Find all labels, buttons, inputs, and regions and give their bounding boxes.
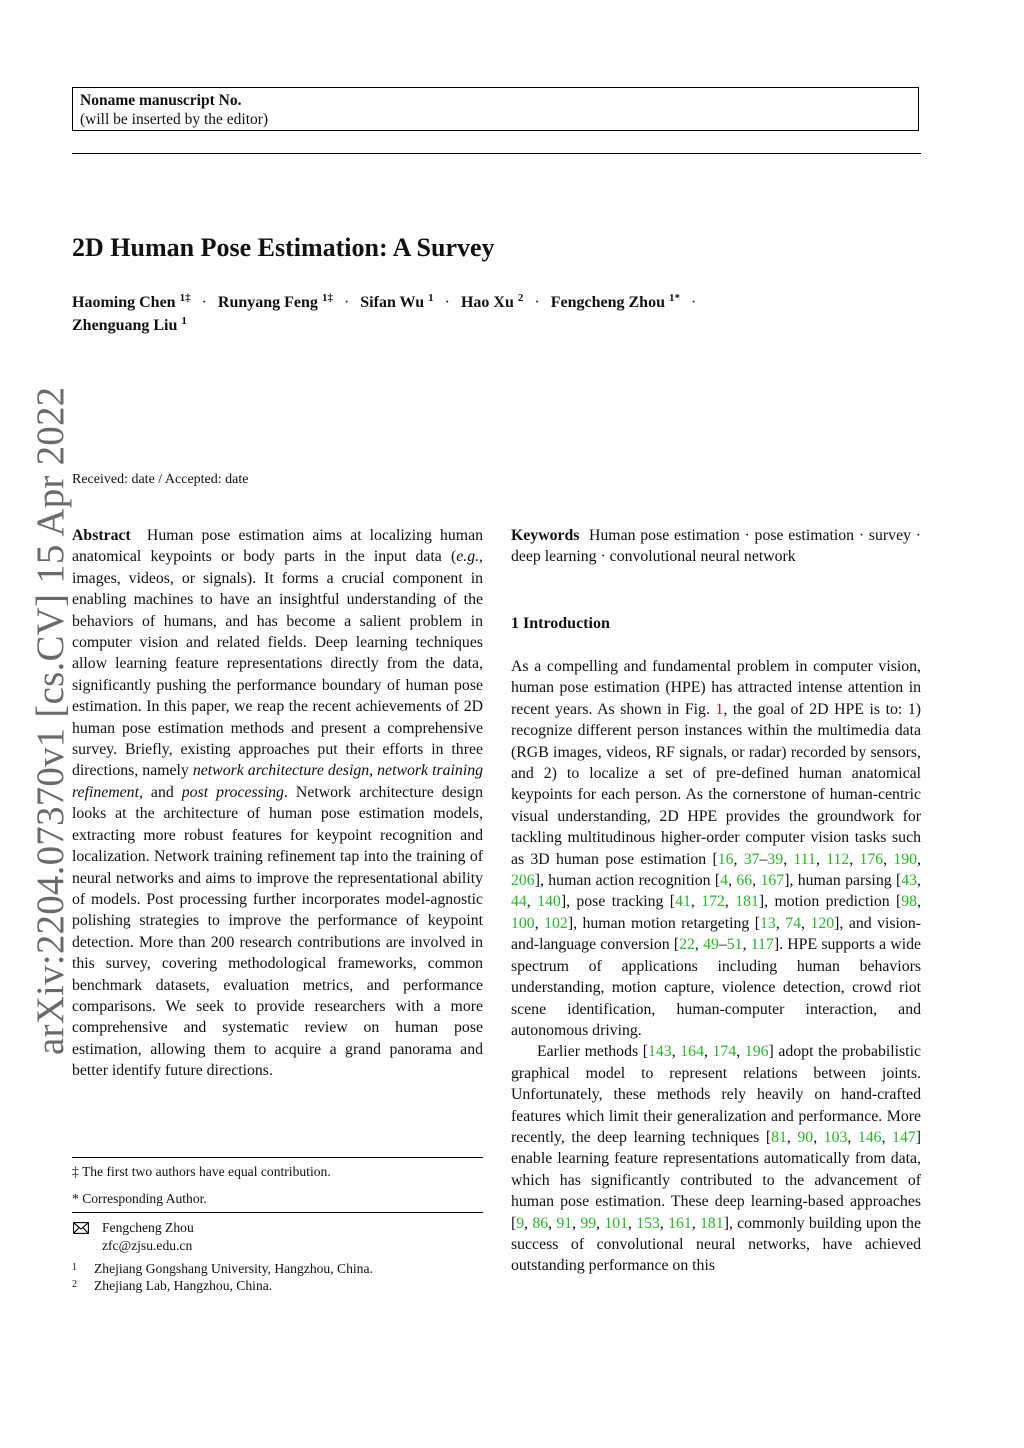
citation-link[interactable]: 39 bbox=[767, 850, 784, 868]
intro-text: ], human parsing [ bbox=[784, 872, 902, 890]
author-affiliation-mark: 1‡ bbox=[179, 292, 191, 304]
intro-text: ], motion prediction [ bbox=[758, 893, 902, 911]
citation-link[interactable]: 74 bbox=[785, 914, 802, 932]
contact-email[interactable]: zfc@zjsu.edu.cn bbox=[102, 1238, 193, 1253]
citation-link[interactable]: 164 bbox=[680, 1043, 704, 1061]
citation-link[interactable]: 4 bbox=[720, 872, 729, 890]
figure-reference-link[interactable]: 1 bbox=[715, 700, 724, 718]
abstract-emphasis: network training refinement bbox=[72, 762, 484, 801]
author-name: Zhenguang Liu bbox=[72, 317, 178, 334]
citation-link[interactable]: 102 bbox=[544, 914, 568, 932]
citation-link[interactable]: 41 bbox=[675, 893, 691, 911]
citation-link[interactable]: 111 bbox=[793, 850, 816, 868]
editor-note: (will be inserted by the editor) bbox=[80, 111, 269, 128]
author-name: Haoming Chen bbox=[72, 294, 176, 311]
title-rule bbox=[72, 153, 921, 154]
intro-text: ], commonly building upon the success of convolutional neural networks, have achieved outstanding performance on this bbox=[511, 1214, 921, 1275]
citation-link[interactable]: 98 bbox=[901, 893, 918, 911]
affiliation-text: Zhejiang Lab, Hangzhou, China. bbox=[94, 1278, 273, 1293]
citation-link[interactable]: 196 bbox=[744, 1043, 769, 1061]
author-separator: · bbox=[201, 294, 207, 311]
author-name: Runyang Feng bbox=[217, 294, 318, 311]
keywords-label: Keywords bbox=[511, 527, 580, 544]
author-name: Hao Xu bbox=[460, 294, 514, 311]
introduction-body bbox=[511, 656, 921, 1277]
citation-link[interactable]: 153 bbox=[636, 1214, 660, 1232]
citation-link[interactable]: 181 bbox=[699, 1214, 724, 1232]
author-affiliation-mark: 2 bbox=[517, 292, 524, 304]
intro-text: ], human motion retargeting [ bbox=[567, 914, 761, 932]
citation-link[interactable]: 99 bbox=[580, 1214, 597, 1232]
author-list bbox=[72, 291, 707, 337]
citation-link[interactable]: 143 bbox=[648, 1043, 672, 1061]
citation-link[interactable]: 161 bbox=[668, 1214, 692, 1232]
citation-link[interactable]: 101 bbox=[604, 1214, 629, 1232]
citation-link[interactable]: 174 bbox=[712, 1043, 737, 1061]
footnote-equal-contribution: ‡ The first two authors have equal contribution. bbox=[72, 1164, 331, 1179]
citation-link[interactable]: 172 bbox=[701, 893, 725, 911]
citation-link[interactable]: 49 bbox=[703, 936, 719, 954]
footnote-rule bbox=[72, 1157, 483, 1158]
intro-text: ] enable learning feature representations automatically from data, which has significantly contributed to the advancement of human pose estimation. These deep learning-based approaches [ bbox=[511, 1128, 922, 1232]
intro-text: ], and vision-and-language conversion [ bbox=[511, 914, 921, 954]
citation-link[interactable]: 51 bbox=[726, 936, 743, 954]
citation-link[interactable]: 176 bbox=[859, 850, 884, 868]
intro-text: ]. HPE supports a wide spectrum of applications including human behaviors understanding, motion capture, violence detection, crowd riot scene identification, human-computer interaction, and autonomous driving. bbox=[511, 936, 922, 1039]
manuscript-header-box bbox=[72, 87, 919, 131]
affiliation-text: Zhejiang Gongshang University, Hangzhou, China. bbox=[94, 1261, 373, 1276]
citation-link[interactable]: 91 bbox=[556, 1214, 573, 1232]
author-affiliation-mark: 1* bbox=[668, 292, 680, 304]
citation-link[interactable]: 22 bbox=[679, 936, 695, 954]
intro-text: ] adopt the probabilistic graphical model to represent relations between joints. Unfortunately, these methods rely heavily on hand-crafted features which limit their generalization and performance. More recently, the deep learning techniques [ bbox=[511, 1043, 921, 1146]
author-name: Fengcheng Zhou bbox=[550, 294, 665, 311]
author-affiliation-mark: 1 bbox=[181, 315, 187, 327]
citation-link[interactable]: 16 bbox=[717, 850, 734, 868]
citation-link[interactable]: 146 bbox=[857, 1128, 882, 1146]
citation-link[interactable]: 37 bbox=[743, 850, 760, 868]
citation-link[interactable]: 66 bbox=[736, 872, 753, 890]
section-heading-introduction: 1 Introduction bbox=[511, 615, 610, 632]
intro-text: Earlier methods [ bbox=[537, 1043, 648, 1061]
intro-paragraph-2: Earlier methods [143, 164, 174, 196] adopt the probabilistic graphical model to represent relations between joints. Unfortunately, these methods rely heavily on hand-crafted features which limit their generalization and performance. More recently, the deep learning techniques [81, 90, 103, 146, 147] enable learning feature representations automatically from data, which has significantly contributed to the advancement of human pose estimation. These deep learning-based approaches [9, 86, 91, 99, 101, 153, 161, 181], commonly building upon the success of convolutional neural networks, have achieved outstanding performance on this bbox=[511, 1043, 922, 1275]
intro-text: ], pose tracking [ bbox=[560, 893, 676, 911]
envelope-icon bbox=[73, 1221, 89, 1239]
received-date: Received: date / Accepted: date bbox=[72, 472, 249, 487]
citation-link[interactable]: 117 bbox=[750, 936, 774, 954]
intro-text: As a compelling and fundamental problem in computer vision, human pose estimation (HPE) has attracted intense attention in recent years. As shown in Fig. bbox=[511, 658, 921, 718]
keywords-text: Human pose estimation · pose estimation · survey · deep learning · convolutional neural network bbox=[511, 527, 921, 566]
abstract-text: , bbox=[369, 762, 378, 780]
citation-link[interactable]: 140 bbox=[537, 893, 561, 911]
abstract-text: Human pose estimation aims at localizing human anatomical keypoints or body parts in the input data ( bbox=[72, 527, 483, 566]
abstract-emphasis: post processing bbox=[181, 783, 284, 801]
abstract-emphasis: e.g. bbox=[456, 548, 480, 566]
author-affiliation-mark: 1‡ bbox=[321, 292, 333, 304]
manuscript-number: Noname manuscript No. bbox=[80, 92, 242, 109]
citation-link[interactable]: 13 bbox=[760, 914, 776, 932]
citation-link[interactable]: 43 bbox=[901, 872, 918, 890]
citation-link[interactable]: 90 bbox=[797, 1128, 814, 1146]
abstract-text: . Network architecture design looks at the architecture of human pose estimation models, extracting more robust features for keypoint recognition and localization. Network training refinement tap into the training of neural networks and aims to improve the representational ability of models. Post processing further incorporates model-agnostic polishing strategies to improve the performance of keypoint detection. More than 200 research contributions are involved in this survey, covering methodological frameworks, common benchmark datasets, evaluation metrics, and performance comparisons. We seek to provide researchers with a more comprehensive and systematic review on human pose estimation, allowing them to acquire a grand panorama and better identify future directions. bbox=[72, 783, 484, 1080]
keywords bbox=[511, 525, 921, 568]
citation-link[interactable]: 147 bbox=[892, 1128, 916, 1146]
author-name: Sifan Wu bbox=[360, 294, 425, 311]
arxiv-side-label: arXiv:2204.07370v1 [cs.CV] 15 Apr 2022 bbox=[29, 386, 72, 1055]
paper-title: 2D Human Pose Estimation: A Survey bbox=[72, 233, 495, 262]
footnote-rule bbox=[72, 1212, 483, 1213]
citation-link[interactable]: 120 bbox=[810, 914, 835, 932]
citation-link[interactable]: 206 bbox=[511, 872, 535, 890]
author-affiliation-mark: 1 bbox=[428, 292, 434, 304]
author-separator: · bbox=[690, 294, 697, 311]
author-separator: · bbox=[534, 294, 540, 311]
abstract-text: , images, videos, or signals). It forms a crucial component in enabling machines to have an insightful understanding of the behaviors of humans, and has become a salient problem in computer vision and related fields. Deep learning techniques allow learning feature representations directly from the data, significantly pushing the performance boundary of human pose estimation. In this paper, we reap the recent achievements of 2D human pose estimation methods and present a comprehensive survey. Briefly, existing approaches put their efforts in three directions, namely bbox=[72, 548, 483, 780]
citation-link[interactable]: 100 bbox=[511, 914, 535, 932]
affiliation-number: 1 bbox=[72, 1262, 77, 1273]
footnote-corresponding: * Corresponding Author. bbox=[72, 1191, 207, 1206]
citation-link[interactable]: 103 bbox=[823, 1128, 848, 1146]
abstract bbox=[72, 525, 483, 1082]
abstract-text: , and bbox=[138, 783, 182, 801]
citation-link[interactable]: 167 bbox=[760, 872, 785, 890]
contact-name: Fengcheng Zhou bbox=[102, 1220, 194, 1235]
citation-link[interactable]: 112 bbox=[826, 850, 850, 868]
citation-link[interactable]: 181 bbox=[735, 893, 759, 911]
author-separator: · bbox=[444, 294, 450, 311]
citation-link[interactable]: 44 bbox=[511, 893, 527, 911]
citation-link[interactable]: 9 bbox=[516, 1214, 525, 1232]
citation-link[interactable]: 190 bbox=[893, 850, 918, 868]
intro-paragraph-1: As a compelling and fundamental problem in computer vision, human pose estimation (HPE) has attracted intense attention in recent years. As shown in Fig. 1, the goal of 2D HPE is to: 1) recognize different person instances within the multimedia data (RGB images, videos, RF signals, or radar) recorded by sensors, and 2) to localize a set of pre-defined human anatomical keypoints for each person. As the cornerstone of human-centric visual understanding, 2D HPE provides the groundwork for tackling multitudinous higher-order computer vision tasks such as 3D human pose estimation [16, 37–39, 111, 112, 176, 190, 206], human action recognition [4, 66, 167], human parsing [43, 44, 140], pose tracking [41, 172, 181], motion prediction [98, 100, 102], human motion retargeting [13, 74, 120], and vision-and-language conversion [22, 49–51, 117]. HPE supports a wide spectrum of applications including human behaviors understanding, motion capture, violence detection, crowd riot scene identification, human-computer interaction, and autonomous driving. bbox=[511, 658, 922, 1039]
author-separator: · bbox=[343, 294, 350, 311]
intro-text: ], human action recognition [ bbox=[534, 872, 721, 890]
abstract-label: Abstract bbox=[72, 527, 131, 544]
citation-link[interactable]: 86 bbox=[532, 1214, 549, 1232]
abstract-emphasis: network architecture design bbox=[192, 762, 370, 780]
intro-text: , the goal of 2D HPE is to: 1) recognize different person instances within the multimedia data (RGB images, videos, RF signals, or radar) recorded by sensors, and 2) to localize a set of pre-defined human anatomical keypoints for each person. As the cornerstone of human-centric visual understanding, 2D HPE provides the groundwork for tackling multitudinous higher-order computer vision tasks such as 3D human pose estimation [ bbox=[511, 700, 922, 868]
citation-link[interactable]: 81 bbox=[771, 1128, 787, 1146]
affiliation-number: 2 bbox=[72, 1279, 77, 1290]
